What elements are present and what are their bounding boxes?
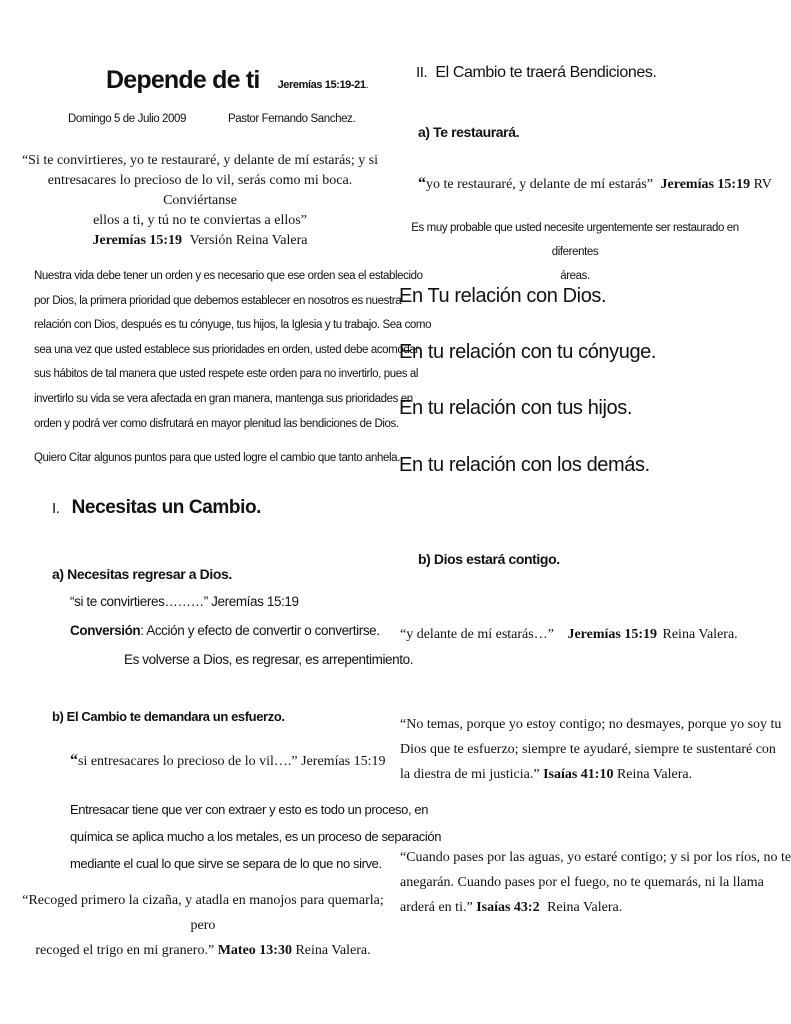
conversion-term: Conversión: [70, 623, 141, 638]
section-2-number: II.: [416, 64, 428, 81]
point-a-quote: “si te convirtieres………” Jeremías 15:19: [70, 594, 299, 609]
isaiah-43-quote: [400, 845, 791, 920]
key-verse-ref: Jeremías 15:19: [92, 233, 183, 248]
section-1-heading: [52, 497, 261, 519]
isaiah-41-quote: [400, 712, 781, 787]
sermon-date: Domingo 5 de Julio 2009: [68, 113, 187, 125]
point-with-you-heading: b) Dios estará contigo.: [418, 551, 560, 567]
restore-note: [400, 216, 750, 288]
section-2-title: El Cambio te traerá Bendiciones: [435, 64, 653, 81]
conversion-definition: [70, 623, 380, 638]
paragraph-line: mediante el cual lo que sirve se separa de lo que no sirve.: [70, 856, 382, 871]
mateo-version: Reina Valera.: [295, 943, 371, 958]
paragraph-line: química se aplica mucho a los metales, es un proceso de separación: [70, 829, 442, 844]
conversion-def-text: : Acción y efecto de convertir o convertirse.: [140, 623, 380, 638]
isaiah-41-version: Reina Valera.: [616, 767, 693, 782]
area-item: En Tu relación con Dios.: [399, 285, 607, 307]
quote-line: Dios que te esfuerzo; siempre te ayudaré, siempre te sustentaré con: [400, 742, 776, 757]
paragraph-line: sea una vez que usted establece sus prioridades en orden, usted debe acomodar: [34, 343, 419, 356]
section-1-title: Necesitas un Cambio.: [71, 497, 262, 518]
key-verse: [20, 151, 380, 251]
key-verse-line: “Si te convirtieres, yo te restauraré, y delante de mí estarás; y si: [21, 153, 379, 168]
point-restore-heading: a) Te restaurará.: [418, 124, 520, 140]
paragraph-line: relación con Dios, después es tu cónyuge, tus hijos, la Iglesia y tu trabajo. Sea como: [34, 319, 432, 332]
quote-line: “No temas, porque yo estoy contigo; no desmayes, porque yo soy tu: [400, 717, 782, 732]
entresacar-paragraph: [70, 796, 441, 877]
sermon-title: Depende de ti: [106, 66, 260, 94]
quote-mark: “: [70, 752, 78, 769]
with-you-quote-text: “y delante de mí estarás…”: [400, 627, 554, 642]
with-you-quote: [400, 627, 738, 643]
section-1-number: I.: [52, 500, 60, 517]
section-2-heading: [416, 64, 656, 82]
paragraph-line: sus hábitos de tal manera que usted respete este orden para no invertirlo, pues al: [34, 368, 419, 381]
note-line: Es muy probable que usted necesite urgentemente ser restaurado en diferentes: [411, 222, 739, 258]
mateo-ref: Mateo 13:30: [217, 943, 292, 958]
restore-quote-text: yo te restauraré, y delante de mí estarás”: [426, 177, 654, 192]
paragraph-line: Entresacar tiene que ver con extraer y esto es todo un proceso, en: [70, 802, 429, 817]
quote-line: anegarán. Cuando pases por el fuego, no te quemarás, ni la llama: [400, 875, 764, 890]
section-2-punct: .: [652, 64, 657, 81]
note-line: áreas.: [560, 270, 590, 282]
intro-paragraph-2: Quiero Citar algunos puntos para que usted logre el cambio que tanto anhela.: [34, 452, 400, 464]
restore-version: RV: [753, 177, 772, 192]
conversion-explanation: Es volverse a Dios, es regresar, es arrepentimiento.: [124, 652, 414, 667]
point-b-quote-text: si entresacares lo precioso de lo vil….” Jeremías 15:19: [78, 754, 386, 769]
quote-mark: “: [418, 175, 426, 192]
point-b-heading: b) El Cambio te demandara un esfuerzo.: [52, 709, 285, 724]
with-you-version: Reina Valera.: [662, 627, 738, 642]
point-a-heading: a) Necesitas regresar a Dios.: [52, 566, 232, 582]
restore-ref: Jeremías 15:19: [660, 177, 751, 192]
intro-paragraph: [34, 264, 431, 436]
key-verse-line: ellos a ti, y tú no te conviertas a ellos”: [93, 213, 307, 228]
key-verse-version: Versión Reina Valera: [189, 233, 308, 248]
sermon-title-line: [106, 66, 368, 95]
area-item: En tu relación con tus hijos.: [399, 397, 632, 419]
paragraph-line: invertirlo su vida se vera afectada en gran manera, mantenga sus prioridades en: [34, 392, 413, 405]
restore-quote: [418, 175, 772, 193]
isaiah-43-ref: Isaías 43:2: [476, 900, 540, 915]
mateo-quote: [20, 888, 386, 963]
key-verse-line: entresacares lo precioso de lo vil, serás como mi boca. Conviértanse: [47, 173, 353, 208]
title-ref-punct: .: [365, 79, 369, 91]
paragraph-line: orden y podrá ver como disfrutará en mayor plenitud las bendiciones de Dios.: [34, 417, 399, 430]
area-item: En tu relación con los demás.: [399, 454, 650, 476]
sermon-title-ref: Jeremías 15:19-21: [277, 79, 366, 91]
quote-line: “Recoged primero la cizaña, y atadla en manojos para quemarla; pero: [22, 893, 384, 933]
quote-line: recoged el trigo en mi granero.”: [35, 943, 215, 958]
quote-line: la diestra de mi justicia.”: [400, 767, 540, 782]
area-item: En tu relación con tu cónyuge.: [399, 341, 657, 363]
point-b-quote: [70, 752, 386, 770]
with-you-ref: Jeremías 15:19: [567, 627, 657, 642]
quote-line: arderá en ti.”: [400, 900, 473, 915]
quote-line: “Cuando pases por las aguas, yo estaré contigo; y si por los ríos, no te: [400, 850, 791, 865]
sermon-pastor: Pastor Fernando Sanchez.: [228, 113, 356, 125]
paragraph-line: Nuestra vida debe tener un orden y es necesario que ese orden sea el establecido: [34, 270, 423, 282]
paragraph-line: por Dios, la primera prioridad que debemos establecer en nosotros es nuestra: [34, 294, 402, 307]
isaiah-41-ref: Isaías 41:10: [543, 767, 614, 782]
isaiah-43-version: Reina Valera.: [547, 900, 623, 915]
